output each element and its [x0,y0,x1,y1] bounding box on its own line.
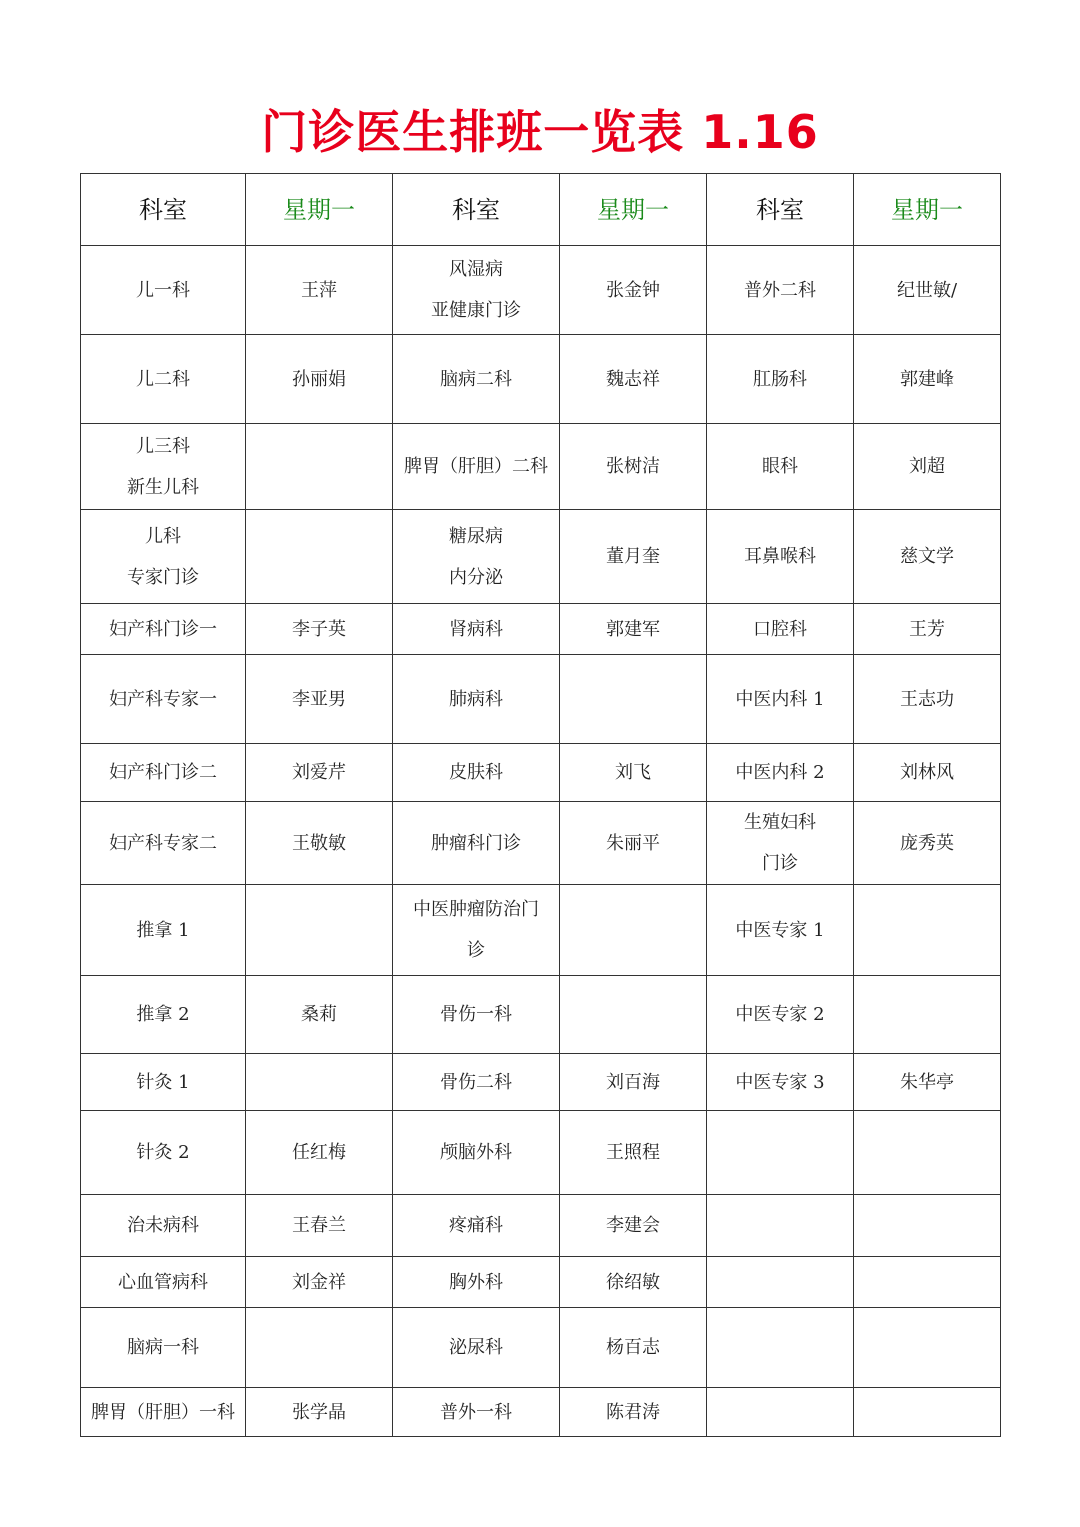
department-cell: 普外二科 [707,246,854,335]
header-monday: 星期一 [246,174,393,246]
header-monday: 星期一 [560,174,707,246]
header-department: 科室 [393,174,560,246]
doctor-cell [854,885,1001,976]
department-cell: 脾胃（肝胆）二科 [393,424,560,510]
department-cell: 眼科 [707,424,854,510]
table-row [81,1257,1001,1308]
department-cell: 肿瘤科门诊 [393,802,560,885]
doctor-cell: 张学晶 [246,1388,393,1437]
department-cell: 儿三科 新生儿科 [81,424,246,510]
department-cell [707,1111,854,1195]
doctor-cell: 李建会 [560,1195,707,1257]
table-row [81,1195,1001,1257]
department-cell: 风湿病 亚健康门诊 [393,246,560,335]
doctor-cell: 王照程 [560,1111,707,1195]
department-cell: 脑病一科 [81,1308,246,1388]
department-cell: 口腔科 [707,604,854,655]
doctor-cell [854,976,1001,1054]
department-cell: 颅脑外科 [393,1111,560,1195]
department-cell: 妇产科专家二 [81,802,246,885]
doctor-cell: 王春兰 [246,1195,393,1257]
department-cell [707,1388,854,1437]
doctor-cell [246,1308,393,1388]
department-cell: 胸外科 [393,1257,560,1308]
doctor-cell: 孙丽娟 [246,335,393,424]
doctor-cell: 陈君涛 [560,1388,707,1437]
department-cell: 皮肤科 [393,744,560,802]
department-cell: 中医专家 3 [707,1054,854,1111]
doctor-cell: 朱丽平 [560,802,707,885]
department-cell: 儿二科 [81,335,246,424]
doctor-cell: 庞秀英 [854,802,1001,885]
department-cell: 生殖妇科 门诊 [707,802,854,885]
doctor-cell: 董月奎 [560,510,707,604]
doctor-cell: 朱华亭 [854,1054,1001,1111]
department-cell: 肛肠科 [707,335,854,424]
table-row [81,976,1001,1054]
doctor-cell: 徐绍敏 [560,1257,707,1308]
department-cell: 脾胃（肝胆）一科 [81,1388,246,1437]
table-row [81,246,1001,335]
department-cell: 中医专家 2 [707,976,854,1054]
department-cell: 糖尿病 内分泌 [393,510,560,604]
table-row [81,510,1001,604]
table-row [81,424,1001,510]
table-row [81,1111,1001,1195]
department-cell: 妇产科专家一 [81,655,246,744]
department-cell: 心血管病科 [81,1257,246,1308]
page-title: 门诊医生排班一览表 1.16 [261,105,819,159]
table-row [81,655,1001,744]
doctor-cell [560,976,707,1054]
department-cell: 推拿 1 [81,885,246,976]
department-cell: 儿科 专家门诊 [81,510,246,604]
table-row [81,1388,1001,1437]
doctor-cell: 张金钟 [560,246,707,335]
department-cell: 脑病二科 [393,335,560,424]
doctor-cell [560,655,707,744]
doctor-cell: 刘金祥 [246,1257,393,1308]
doctor-cell: 王芳 [854,604,1001,655]
doctor-cell: 刘爱芹 [246,744,393,802]
header-department: 科室 [81,174,246,246]
department-cell: 妇产科门诊一 [81,604,246,655]
department-cell: 骨伤二科 [393,1054,560,1111]
department-cell: 治未病科 [81,1195,246,1257]
doctor-cell: 慈文学 [854,510,1001,604]
department-cell: 中医内科 1 [707,655,854,744]
doctor-cell: 郭建峰 [854,335,1001,424]
doctor-cell [246,510,393,604]
doctor-cell: 刘飞 [560,744,707,802]
department-cell: 普外一科 [393,1388,560,1437]
department-cell [707,1257,854,1308]
department-cell: 泌尿科 [393,1308,560,1388]
table-row [81,604,1001,655]
doctor-cell: 李亚男 [246,655,393,744]
department-cell: 中医肿瘤防治门 诊 [393,885,560,976]
department-cell: 妇产科门诊二 [81,744,246,802]
doctor-cell: 郭建军 [560,604,707,655]
doctor-cell: 王志功 [854,655,1001,744]
department-cell: 中医内科 2 [707,744,854,802]
doctor-cell [246,1054,393,1111]
table-row [81,885,1001,976]
department-cell: 肺病科 [393,655,560,744]
doctor-cell [854,1388,1001,1437]
doctor-cell [854,1308,1001,1388]
department-cell [707,1308,854,1388]
department-cell: 中医专家 1 [707,885,854,976]
header-department: 科室 [707,174,854,246]
doctor-cell [246,424,393,510]
doctor-cell: 刘超 [854,424,1001,510]
doctor-cell [246,885,393,976]
doctor-cell [854,1257,1001,1308]
doctor-cell: 任红梅 [246,1111,393,1195]
doctor-cell: 魏志祥 [560,335,707,424]
doctor-cell [854,1195,1001,1257]
schedule-table [80,173,1001,1437]
doctor-cell: 刘林风 [854,744,1001,802]
department-cell: 疼痛科 [393,1195,560,1257]
table-row [81,1054,1001,1111]
doctor-cell: 纪世敏/ [854,246,1001,335]
doctor-cell: 桑莉 [246,976,393,1054]
department-cell [707,1195,854,1257]
doctor-cell: 刘百海 [560,1054,707,1111]
header-row [81,174,1001,246]
header-monday: 星期一 [854,174,1001,246]
doctor-cell [854,1111,1001,1195]
table-row [81,744,1001,802]
table-row [81,335,1001,424]
department-cell: 推拿 2 [81,976,246,1054]
table-row [81,1308,1001,1388]
department-cell: 针灸 1 [81,1054,246,1111]
doctor-cell [560,885,707,976]
doctor-cell: 李子英 [246,604,393,655]
doctor-cell: 王萍 [246,246,393,335]
doctor-cell: 王敬敏 [246,802,393,885]
department-cell: 骨伤一科 [393,976,560,1054]
department-cell: 儿一科 [81,246,246,335]
doctor-cell: 张树洁 [560,424,707,510]
department-cell: 耳鼻喉科 [707,510,854,604]
table-row [81,802,1001,885]
doctor-cell: 杨百志 [560,1308,707,1388]
department-cell: 肾病科 [393,604,560,655]
department-cell: 针灸 2 [81,1111,246,1195]
